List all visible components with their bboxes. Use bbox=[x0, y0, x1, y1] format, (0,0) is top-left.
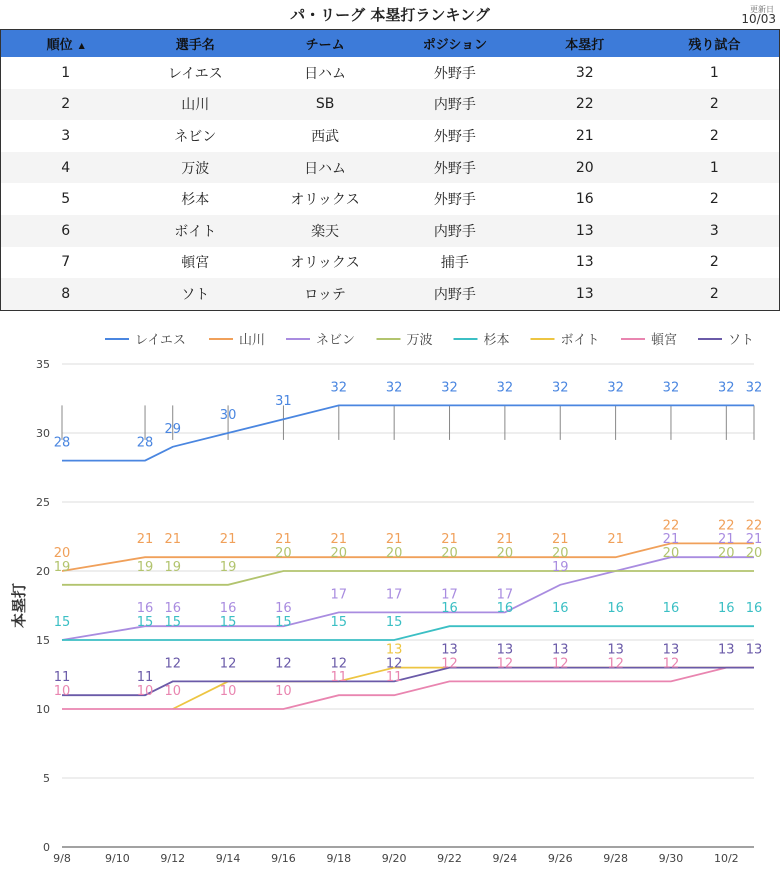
cell-home-runs: 20 bbox=[575, 159, 594, 176]
data-label: 12 bbox=[441, 656, 458, 672]
legend-entry: ネビン bbox=[316, 333, 356, 348]
data-label: 17 bbox=[496, 587, 514, 603]
data-label: 20 bbox=[496, 546, 514, 561]
table-row bbox=[1, 152, 780, 184]
data-label: 32 bbox=[745, 380, 763, 396]
y-axis-label: 本塁打 bbox=[10, 582, 28, 629]
x-tick-label: 9/16 bbox=[271, 852, 296, 865]
data-label: 16 bbox=[164, 601, 181, 617]
table-row bbox=[1, 89, 780, 121]
cell-rank: 3 bbox=[61, 127, 71, 144]
data-label: 12 bbox=[385, 656, 403, 672]
data-label: 16 bbox=[607, 601, 624, 617]
y-tick-label: 25 bbox=[36, 496, 50, 509]
x-tick-label: 9/8 bbox=[53, 852, 71, 865]
data-label: 16 bbox=[441, 601, 458, 617]
cell-games-left: 2 bbox=[709, 191, 719, 208]
cell-home-runs: 13 bbox=[575, 285, 594, 302]
y-tick-label: 30 bbox=[36, 427, 50, 440]
data-label: 15 bbox=[330, 615, 348, 630]
data-label: 17 bbox=[330, 587, 348, 603]
cell-games-left: 2 bbox=[709, 285, 719, 302]
y-tick-label: 0 bbox=[43, 841, 50, 854]
data-label: 16 bbox=[275, 601, 292, 617]
data-label: 13 bbox=[662, 642, 680, 658]
data-label: 13 bbox=[718, 642, 735, 658]
cell-team: オリックス bbox=[290, 192, 360, 209]
data-label: 20 bbox=[551, 546, 569, 561]
cell-player: 杉本 bbox=[181, 192, 210, 209]
data-label: 21 bbox=[718, 532, 735, 548]
data-label: 20 bbox=[385, 546, 403, 561]
cell-team: 日ハム bbox=[304, 160, 347, 177]
data-label: 12 bbox=[551, 656, 569, 672]
x-tick-label: 9/12 bbox=[160, 852, 186, 865]
legend-entry: レイエス bbox=[135, 333, 186, 348]
x-tick-label: 9/28 bbox=[603, 852, 628, 865]
cell-rank: 8 bbox=[61, 285, 71, 302]
data-label: 13 bbox=[551, 642, 569, 658]
data-label: 29 bbox=[164, 421, 181, 437]
cell-rank: 4 bbox=[61, 159, 71, 176]
data-label: 13 bbox=[607, 642, 624, 658]
data-label: 21 bbox=[164, 532, 181, 548]
data-label: 19 bbox=[164, 559, 181, 575]
data-label: 10 bbox=[53, 684, 71, 699]
data-label: 19 bbox=[136, 559, 154, 575]
cell-position: 外野手 bbox=[433, 160, 476, 177]
column-header-position[interactable]: ポジション bbox=[422, 38, 488, 53]
data-label: 22 bbox=[662, 518, 680, 534]
x-tick-label: 9/10 bbox=[105, 852, 130, 865]
legend-entry: ボイト bbox=[560, 333, 600, 348]
cell-player: 万波 bbox=[181, 160, 210, 177]
data-label: 20 bbox=[275, 546, 292, 561]
data-label: 19 bbox=[53, 559, 71, 575]
data-label: 13 bbox=[745, 642, 763, 658]
column-header-games-left[interactable]: 残り試合 bbox=[688, 38, 741, 53]
cell-position: 捕手 bbox=[440, 255, 469, 272]
data-label: 20 bbox=[53, 546, 71, 561]
y-tick-label: 15 bbox=[36, 634, 50, 647]
sort-ascending-icon: ▲ bbox=[78, 41, 85, 50]
y-tick-label: 35 bbox=[36, 358, 50, 371]
cell-home-runs: 13 bbox=[575, 222, 594, 239]
data-label: 15 bbox=[53, 615, 71, 630]
data-label: 20 bbox=[330, 546, 348, 561]
data-label: 19 bbox=[551, 559, 569, 575]
data-label: 32 bbox=[496, 380, 514, 396]
data-label: 32 bbox=[551, 380, 569, 396]
data-label: 22 bbox=[718, 518, 735, 534]
cell-games-left: 2 bbox=[709, 96, 719, 113]
table-row bbox=[1, 215, 780, 247]
table-row bbox=[1, 183, 780, 215]
table-row bbox=[1, 57, 780, 89]
data-label: 22 bbox=[745, 518, 763, 534]
cell-games-left: 1 bbox=[709, 159, 719, 176]
data-label: 16 bbox=[551, 601, 569, 617]
data-label: 16 bbox=[662, 601, 680, 617]
legend-entry: 万波 bbox=[406, 333, 433, 348]
data-label: 32 bbox=[385, 380, 403, 396]
data-label: 13 bbox=[385, 642, 403, 658]
cell-home-runs: 13 bbox=[575, 254, 594, 271]
column-header-player[interactable]: 選手名 bbox=[175, 38, 215, 53]
x-tick-label: 9/26 bbox=[547, 852, 573, 865]
data-label: 21 bbox=[662, 532, 680, 548]
data-label: 13 bbox=[496, 642, 514, 658]
data-label: 32 bbox=[718, 380, 735, 396]
cell-games-left: 2 bbox=[709, 127, 719, 144]
table-row bbox=[1, 247, 780, 279]
cell-player: ネビン bbox=[174, 128, 217, 145]
data-label: 20 bbox=[662, 546, 680, 561]
cell-player: 山川 bbox=[181, 97, 210, 114]
cell-team: ロッテ bbox=[304, 286, 346, 303]
data-label: 15 bbox=[136, 615, 154, 630]
series-line bbox=[173, 668, 754, 709]
legend-entry: 杉本 bbox=[483, 333, 510, 348]
cell-rank: 7 bbox=[61, 254, 71, 271]
data-label: 11 bbox=[136, 670, 154, 686]
data-label: 28 bbox=[53, 435, 71, 451]
cell-home-runs: 32 bbox=[575, 64, 594, 81]
data-label: 15 bbox=[219, 615, 237, 630]
y-tick-label: 5 bbox=[43, 772, 50, 785]
data-label: 12 bbox=[164, 656, 181, 672]
x-tick-label: 9/18 bbox=[326, 852, 352, 865]
cell-games-left: 2 bbox=[709, 254, 719, 271]
cell-games-left: 1 bbox=[709, 64, 719, 81]
data-label: 21 bbox=[275, 532, 292, 548]
data-label: 32 bbox=[441, 380, 458, 396]
data-label: 11 bbox=[53, 670, 71, 686]
data-label: 12 bbox=[219, 656, 237, 672]
data-label: 15 bbox=[275, 615, 292, 630]
cell-rank: 6 bbox=[61, 222, 71, 239]
cell-position: 内野手 bbox=[433, 223, 476, 240]
data-label: 16 bbox=[718, 601, 735, 617]
cell-rank: 2 bbox=[61, 96, 71, 113]
data-label: 21 bbox=[441, 532, 458, 548]
table-row bbox=[1, 278, 780, 310]
data-label: 16 bbox=[496, 601, 514, 617]
cell-team: SB bbox=[315, 96, 335, 113]
ranking-table bbox=[0, 29, 780, 311]
x-tick-label: 9/30 bbox=[658, 852, 684, 865]
x-tick-label: 10/2 bbox=[713, 852, 739, 865]
cell-player: 頓宮 bbox=[181, 255, 210, 272]
cell-position: 内野手 bbox=[433, 286, 476, 303]
cell-position: 外野手 bbox=[433, 128, 476, 145]
data-label: 16 bbox=[219, 601, 237, 617]
cell-position: 外野手 bbox=[433, 192, 476, 209]
column-header-home-runs[interactable]: 本塁打 bbox=[565, 38, 605, 53]
data-label: 12 bbox=[275, 656, 292, 672]
data-label: 21 bbox=[607, 532, 624, 548]
cell-home-runs: 22 bbox=[575, 96, 594, 113]
updated-date: 10/03 bbox=[741, 12, 776, 26]
column-header-team[interactable]: チーム bbox=[305, 38, 345, 53]
data-label: 10 bbox=[219, 684, 237, 699]
updated-label: 更新日 bbox=[750, 5, 774, 14]
legend-entry: ソト bbox=[728, 333, 755, 348]
page-title: パ・リーグ 本塁打ランキング bbox=[290, 6, 490, 24]
x-tick-label: 9/14 bbox=[215, 852, 241, 865]
cell-player: レイエス bbox=[167, 65, 223, 82]
data-label: 28 bbox=[136, 435, 154, 451]
data-label: 20 bbox=[441, 546, 458, 561]
data-label: 21 bbox=[385, 532, 403, 548]
data-label: 16 bbox=[745, 601, 763, 617]
data-label: 12 bbox=[607, 656, 624, 672]
data-label: 12 bbox=[330, 656, 348, 672]
cell-rank: 5 bbox=[61, 191, 71, 208]
data-label: 17 bbox=[441, 587, 458, 603]
cell-team: 楽天 bbox=[311, 223, 340, 240]
cell-position: 外野手 bbox=[433, 65, 476, 82]
data-label: 32 bbox=[662, 380, 680, 396]
y-tick-label: 20 bbox=[36, 565, 50, 578]
data-label: 13 bbox=[441, 642, 458, 658]
cell-position: 内野手 bbox=[433, 97, 476, 114]
data-label: 21 bbox=[745, 532, 763, 548]
data-label: 10 bbox=[136, 684, 154, 699]
cell-player: ボイト bbox=[174, 223, 217, 240]
data-label: 17 bbox=[385, 587, 403, 603]
data-label: 20 bbox=[718, 546, 735, 561]
data-label: 21 bbox=[551, 532, 569, 548]
data-label: 12 bbox=[662, 656, 680, 672]
cell-home-runs: 21 bbox=[575, 127, 594, 144]
cell-player: ソト bbox=[181, 286, 210, 303]
cell-rank: 1 bbox=[61, 64, 71, 81]
data-label: 15 bbox=[164, 615, 181, 630]
x-tick-label: 9/22 bbox=[437, 852, 462, 865]
data-label: 21 bbox=[219, 532, 237, 548]
data-label: 21 bbox=[136, 532, 154, 548]
legend-entry: 頓宮 bbox=[651, 333, 678, 348]
home-run-line-chart bbox=[0, 322, 780, 874]
data-label: 20 bbox=[745, 546, 763, 561]
legend-entry: 山川 bbox=[239, 333, 266, 348]
data-label: 21 bbox=[496, 532, 514, 548]
data-label: 30 bbox=[219, 408, 237, 423]
data-label: 31 bbox=[275, 394, 292, 410]
column-header-rank[interactable]: 順位 ▲ bbox=[46, 38, 85, 53]
data-label: 19 bbox=[219, 559, 237, 575]
data-label: 32 bbox=[607, 380, 624, 396]
cell-home-runs: 16 bbox=[575, 191, 594, 208]
data-label: 12 bbox=[496, 656, 514, 672]
data-label: 10 bbox=[164, 684, 181, 699]
x-tick-label: 9/24 bbox=[492, 852, 518, 865]
table-body bbox=[1, 57, 780, 310]
y-tick-label: 10 bbox=[36, 703, 50, 716]
table-row bbox=[1, 120, 780, 152]
data-label: 10 bbox=[275, 684, 292, 699]
cell-team: オリックス bbox=[290, 255, 360, 272]
data-label: 32 bbox=[330, 380, 348, 396]
x-tick-label: 9/20 bbox=[381, 852, 407, 865]
data-label: 16 bbox=[136, 601, 154, 617]
data-label: 15 bbox=[385, 615, 403, 630]
table-header-row bbox=[1, 30, 780, 58]
data-label: 11 bbox=[385, 670, 403, 686]
data-label: 11 bbox=[330, 670, 348, 686]
cell-team: 日ハム bbox=[304, 65, 347, 82]
cell-team: 西武 bbox=[311, 128, 340, 145]
data-label: 21 bbox=[330, 532, 348, 548]
cell-games-left: 3 bbox=[709, 222, 719, 239]
